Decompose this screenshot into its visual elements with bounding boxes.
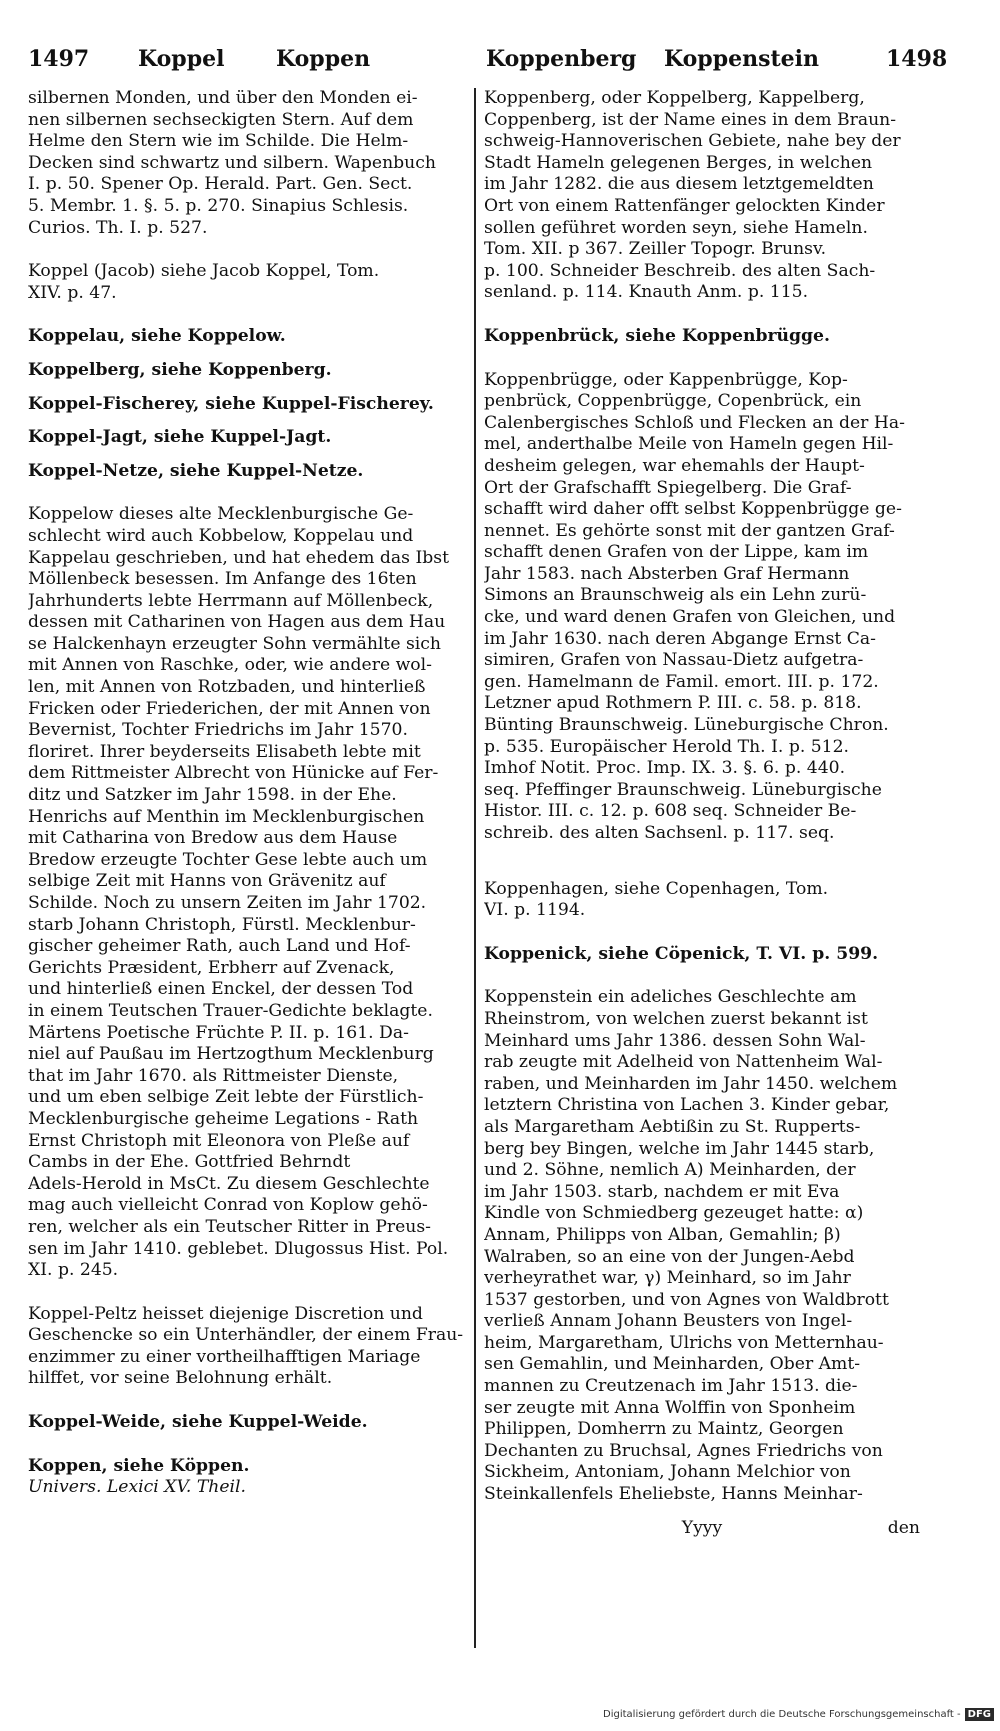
text-line: rab zeugte mit Adelheid von Nattenheim Wal- xyxy=(484,1052,883,1073)
left-page-number: 1497 xyxy=(28,46,90,72)
entry-koppel-weide xyxy=(28,1412,464,1434)
text-line: Kappelau geschrieben, und hat ehedem das Ibst xyxy=(28,547,449,568)
text-line: Jahrhunderts lebte Herrmann auf Möllenbeck, xyxy=(28,590,434,611)
text-line: p. 100. Schneider Beschreib. des alten Sach- xyxy=(484,260,876,281)
text-line: Henrichs auf Menthin im Mecklenburgischen xyxy=(28,806,425,827)
text-line: Koppel-Netze, siehe Kuppel-Netze. xyxy=(28,460,364,481)
text-line: im Jahr 1503. starb, nachdem er mit Eva xyxy=(484,1181,840,1202)
entry-koppenick xyxy=(484,944,920,966)
text-line: Gerichts Præsident, Erbherr auf Zvenack, xyxy=(28,957,395,978)
left-column xyxy=(28,88,464,1511)
text-line: Steinkallenfels Eheliebste, Hanns Meinhar- xyxy=(484,1484,863,1505)
text-line: Märtens Poetische Früchte P. II. p. 161. Da- xyxy=(28,1022,409,1043)
text-line: heim, Margaretham, Ulrichs von Metternhau- xyxy=(484,1332,884,1353)
text-line: ser zeugte mit Anna Wolffin von Sponheim xyxy=(484,1397,856,1418)
text-line: senland. p. 114. Knauth Anm. p. 115. xyxy=(484,282,809,303)
text-line: Jahr 1583. nach Absterben Graf Hermann xyxy=(484,563,850,584)
text-line: Rheinstrom, von welchen zuerst bekannt ist xyxy=(484,1008,868,1029)
text-line: cke, und ward denen Grafen von Gleichen, und xyxy=(484,607,896,628)
text-line: Bünting Braunschweig. Lüneburgische Chron. xyxy=(484,715,889,736)
text-line: Simons an Braunschweig als ein Lehn zurü- xyxy=(484,585,867,606)
text-line: Histor. III. c. 12. p. 608 seq. Schneider Be- xyxy=(484,801,857,822)
text-line: mag auch vielleicht Conrad von Koplow gehö- xyxy=(28,1195,428,1216)
text-line: schweig-Hannoverischen Gebiete, nahe bey der xyxy=(484,131,901,152)
text-line: hilffet, vor seine Belohnung erhält. xyxy=(28,1368,333,1389)
text-line: selbige Zeit mit Hanns von Grävenitz auf xyxy=(28,871,386,892)
entry-koppenberg xyxy=(484,88,920,304)
text-line: Koppelau, siehe Koppelow. xyxy=(28,326,286,347)
entry-koppel-fischerey xyxy=(28,394,464,416)
entry-koppelau xyxy=(28,326,464,348)
page-header xyxy=(28,40,948,80)
page-foot xyxy=(484,1518,920,1540)
text-line: seq. Pfeffinger Braunschweig. Lüneburgische xyxy=(484,779,882,800)
text-line: nennet. Es gehörte sonst mit der gantzen Graf- xyxy=(484,520,895,541)
text-line: Meinhard ums Jahr 1386. dessen Sohn Wal- xyxy=(484,1030,866,1051)
text-line: Sickheim, Antoniam, Johann Melchior von xyxy=(484,1462,851,1483)
text-line: schreib. des alten Sachsenl. p. 117. seq. xyxy=(484,823,835,843)
text-line: im Jahr 1630. nach deren Abgange Ernst Ca- xyxy=(484,628,876,649)
text-line: schafft denen Grafen von der Lippe, kam im xyxy=(484,542,869,563)
text-line: Ernst Christoph mit Eleonora von Pleße auf xyxy=(28,1130,410,1151)
right-catchword-2: Koppenstein xyxy=(664,46,819,72)
text-line: Imhof Notit. Proc. Imp. IX. 3. §. 6. p. 440. xyxy=(484,758,846,779)
right-catchword-1: Koppenberg xyxy=(486,46,637,72)
text-line: mel, anderthalbe Meile von Hameln gegen Hil- xyxy=(484,434,894,455)
text-line: Dechanten zu Bruchsal, Agnes Friedrichs von xyxy=(484,1440,883,1461)
text-line: Koppenstein ein adeliches Geschlechte am xyxy=(484,987,857,1008)
digitization-footer xyxy=(603,1708,994,1721)
text-line: Koppel-Jagt, siehe Kuppel-Jagt. xyxy=(28,427,332,448)
text-line: Kindle von Schmiedberg gezeuget hatte: α) xyxy=(484,1203,864,1224)
text-line: ditz und Satzker im Jahr 1598. in der Ehe. xyxy=(28,785,397,806)
entry-koppel-jagt xyxy=(28,427,464,449)
text-line: Letzner apud Rothmern P. III. c. 58. p. 818. xyxy=(484,693,862,714)
text-line: Koppel (Jacob) siehe Jacob Koppel, Tom. xyxy=(28,261,380,282)
footer-text: Digitalisierung gefördert durch die Deutsche Forschungsgemeinschaft - xyxy=(603,1709,961,1720)
text-line: Koppenbrück, siehe Koppenbrügge. xyxy=(484,325,830,346)
text-line: schlecht wird auch Kobbelow, Koppelau und xyxy=(28,525,414,546)
entry-koppen xyxy=(28,1456,464,1499)
text-line: Geschencke so ein Unterhändler, der einem Frau- xyxy=(28,1325,464,1346)
text-line: verließ Annam Johann Beusters von Ingel- xyxy=(484,1311,853,1332)
text-line: Annam, Philipps von Alban, Gemahlin; β) xyxy=(484,1224,841,1245)
text-line: Calenbergisches Schloß und Flecken an der Ha- xyxy=(484,412,905,433)
text-line: letztern Christina von Lachen 3. Kinder gebar, xyxy=(484,1095,890,1116)
text-line: Coppenberg, ist der Name eines in dem Braun- xyxy=(484,109,897,130)
text-line: Helme den Stern wie im Schilde. Die Helm- xyxy=(28,131,409,152)
text-line: Walraben, so an eine von der Jungen-Aebd xyxy=(484,1246,855,1267)
text-line: Adels-Herold in MsCt. Zu diesem Geschlechte xyxy=(28,1173,430,1194)
text-line: simiren, Grafen von Nassau-Dietz aufgetra- xyxy=(484,650,864,671)
text-line: Koppenick, siehe Cöpenick, T. VI. p. 599. xyxy=(484,943,879,964)
text-line: that im Jahr 1670. als Rittmeister Dienste, xyxy=(28,1065,399,1086)
text-line: Bredow erzeugte Tochter Gese lebte auch um xyxy=(28,849,428,870)
text-line: Ort der Grafschafft Spiegelberg. Die Graf- xyxy=(484,477,852,498)
text-line: Stadt Hameln gelegenen Berges, in welchen xyxy=(484,152,873,173)
text-line: Möllenbeck besessen. Im Anfange des 16ten xyxy=(28,569,417,590)
text-line: gen. Hamelmann de Famil. emort. III. p. 172. xyxy=(484,671,879,692)
text-line: und um eben selbige Zeit lebte der Fürstlich- xyxy=(28,1087,424,1108)
text-line: desheim gelegen, war ehemahls der Haupt- xyxy=(484,455,865,476)
text-line: XI. p. 245. xyxy=(28,1260,119,1281)
text-line: Koppel-Weide, siehe Kuppel-Weide. xyxy=(28,1412,368,1433)
text-line: in einem Teutschen Trauer-Gedichte beklagte. xyxy=(28,1000,433,1021)
text-line: floriret. Ihrer beyderseits Elisabeth lebte mit xyxy=(28,741,421,762)
text-line: berg bey Bingen, welche im Jahr 1445 starb, xyxy=(484,1138,875,1159)
text-line: 1537 gestorben, und von Agnes von Waldbrott xyxy=(484,1289,889,1310)
text-line: p. 535. Europäischer Herold Th. I. p. 512. xyxy=(484,736,850,757)
entry-koppelow xyxy=(28,504,464,1281)
signature-mark: Yyyy xyxy=(681,1517,723,1538)
entry-koppenstein xyxy=(484,987,920,1505)
left-catchword-1: Koppel xyxy=(138,46,225,72)
entry-koppenbruegge xyxy=(484,370,920,845)
text-line: verheyrathet war, γ) Meinhard, so im Jahr xyxy=(484,1268,851,1289)
text-line: I. p. 50. Spener Op. Herald. Part. Gen. Sect. xyxy=(28,174,413,195)
text-line: mit Catharina von Bredow aus dem Hause xyxy=(28,828,398,849)
text-line: als Margaretham Aebtißin zu St. Rupperts- xyxy=(484,1116,861,1137)
text-line: XIV. p. 47. xyxy=(28,282,117,303)
text-line: Decken sind schwartz und silbern. Wapenbuch xyxy=(28,152,436,173)
text-line: ren, welcher als ein Teutscher Ritter in Preus- xyxy=(28,1216,431,1237)
text-line: schafft wird daher offt selbst Koppenbrügge ge- xyxy=(484,499,902,520)
text-line: raben, und Meinharden im Jahr 1450. welchem xyxy=(484,1073,898,1094)
entry-koppel-arms xyxy=(28,88,464,239)
text-line: len, mit Annen von Rotzbaden, und hinterließ xyxy=(28,677,426,698)
entry-koppenhagen xyxy=(484,879,920,922)
text-line: dem Rittmeister Albrecht von Hünicke auf Fer- xyxy=(28,763,439,784)
text-line: enzimmer zu einer vortheilhafftigen Mariage xyxy=(28,1346,421,1367)
text-line: Mecklenburgische geheime Legations - Rath xyxy=(28,1108,419,1129)
text-line: 5. Membr. 1. §. 5. p. 270. Sinapius Schlesis. xyxy=(28,195,409,216)
text-line: Koppen, siehe Köppen. xyxy=(28,1455,250,1476)
text-line: gischer geheimer Rath, auch Land und Hof- xyxy=(28,936,411,957)
text-line: starb Johann Christoph, Fürstl. Mecklenbur- xyxy=(28,914,416,935)
text-line: nen silbernen sechseckigten Stern. Auf dem xyxy=(28,109,414,130)
text-line: silbernen Monden, und über den Monden ei- xyxy=(28,88,418,108)
text-line: Curios. Th. I. p. 527. xyxy=(28,217,208,238)
text-line: Philippen, Domherrn zu Maintz, Georgen xyxy=(484,1419,844,1440)
volume-signature: Univers. Lexici XV. Theil. xyxy=(28,1477,246,1498)
text-line: und 2. Söhne, nemlich A) Meinharden, der xyxy=(484,1160,856,1181)
text-line: Fricken oder Friederichen, der mit Annen von xyxy=(28,698,431,719)
text-line: Koppenberg, oder Koppelberg, Kappelberg, xyxy=(484,88,865,108)
entry-koppel-netze xyxy=(28,461,464,483)
text-line: Koppel-Peltz heisset diejenige Discretion und xyxy=(28,1303,423,1324)
text-line: mit Annen von Raschke, oder, wie andere wol- xyxy=(28,655,432,676)
text-line: niel auf Paußau im Hertzogthum Mecklenburg xyxy=(28,1044,434,1065)
text-line: sen Gemahlin, und Meinharden, Ober Amt- xyxy=(484,1354,861,1375)
right-page-number: 1498 xyxy=(886,46,948,72)
text-line: Cambs in der Ehe. Gottfried Behrndt xyxy=(28,1152,351,1173)
text-line: Koppelberg, siehe Koppenberg. xyxy=(28,359,332,380)
entry-koppel-peltz xyxy=(28,1304,464,1390)
text-line: Schilde. Noch zu unsern Zeiten im Jahr 1702. xyxy=(28,893,427,913)
text-line: dessen mit Catharinen von Hagen aus dem Hau xyxy=(28,612,446,633)
text-line: penbrück, Coppenbrügge, Copenbrück, ein xyxy=(484,391,862,412)
text-line: Koppenbrügge, oder Kappenbrügge, Kop- xyxy=(484,369,848,390)
text-line: mannen zu Creutzenach im Jahr 1513. die- xyxy=(484,1376,858,1397)
text-line: VI. p. 1194. xyxy=(484,900,586,921)
text-line: sollen geführet worden seyn, siehe Hameln. xyxy=(484,217,868,238)
text-line: Bevernist, Tochter Friedrichs im Jahr 1570. xyxy=(28,720,408,741)
entry-koppelberg xyxy=(28,360,464,382)
text-line: Koppel-Fischerey, siehe Kuppel-Fischerey. xyxy=(28,393,434,414)
text-line: im Jahr 1282. die aus diesem letztgemeldten xyxy=(484,174,874,195)
dfg-logo: DFG xyxy=(965,1708,994,1721)
entry-koppenbrueck xyxy=(484,326,920,348)
text-line: Koppelow dieses alte Mecklenburgische Ge- xyxy=(28,504,414,525)
column-divider xyxy=(474,88,476,1648)
text-line: Ort von einem Rattenfänger gelockten Kinder xyxy=(484,195,885,216)
text-line: sen im Jahr 1410. geblebet. Dlugossus Hist. Pol. xyxy=(28,1238,449,1259)
book-page xyxy=(28,40,948,1680)
text-line: Tom. XII. p 367. Zeiller Topogr. Brunsv. xyxy=(484,239,827,260)
right-column xyxy=(484,88,920,1540)
entry-koppel-jacob xyxy=(28,261,464,304)
text-line: und hinterließ einen Enckel, der dessen Tod xyxy=(28,979,414,1000)
left-catchword-2: Koppen xyxy=(276,46,371,72)
text-line: Koppenhagen, siehe Copenhagen, Tom. xyxy=(484,878,829,899)
text-line: se Halckenhayn erzeugter Sohn vermählte sich xyxy=(28,633,441,654)
catchword: den xyxy=(887,1517,920,1538)
